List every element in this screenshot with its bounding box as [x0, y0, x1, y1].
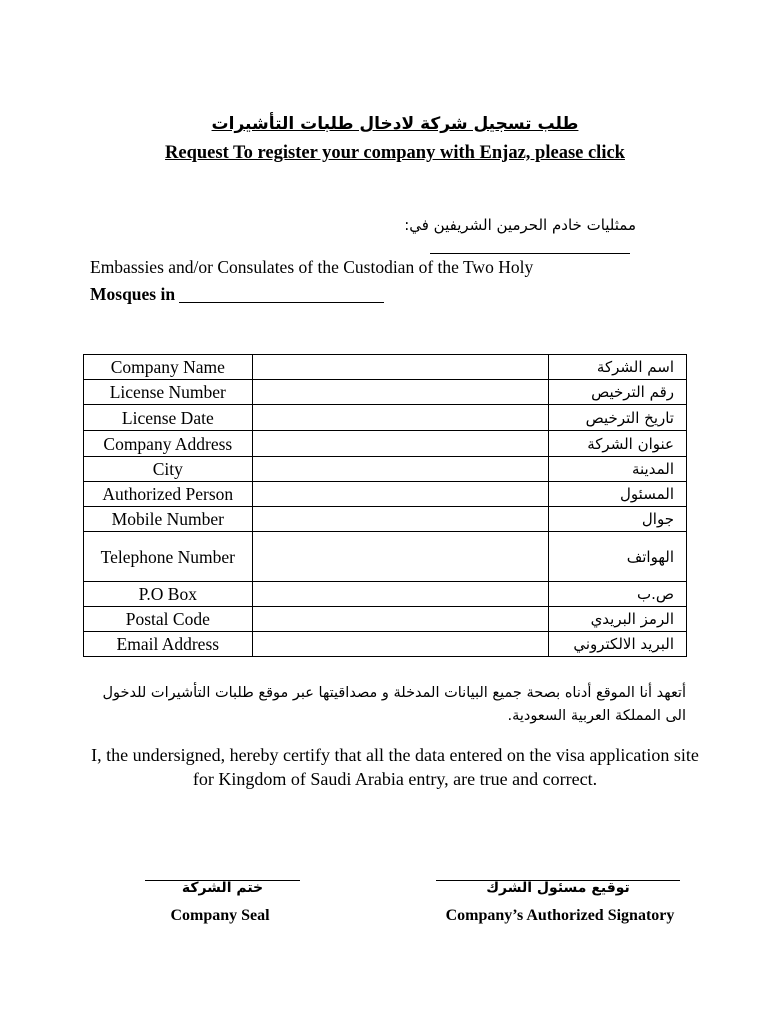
table-row	[84, 632, 687, 657]
row-label-en: P.O Box	[84, 582, 253, 607]
table-row	[84, 457, 687, 482]
certification-arabic: أتعهد أنا الموقع أدناه بصحة جميع البيانات المدخلة و مصداقيتها عبر موقع طلبات التأشيرات للدخول الى المملكة العربية السعودية.	[102, 685, 686, 724]
certification-english: I, the undersigned, hereby certify that all the data entered on the visa application site for Kingdom of Saudi Arabia entry, are true and correct.	[91, 745, 699, 789]
row-value-field[interactable]	[252, 380, 548, 405]
row-value-field[interactable]	[252, 405, 548, 431]
row-label-ar: تاريخ الترخيص	[548, 405, 686, 431]
embassy-arabic-line	[200, 216, 636, 254]
row-label-ar: رقم الترخيص	[548, 380, 686, 405]
table-row	[84, 431, 687, 457]
row-label-en: City	[84, 457, 253, 482]
company-seal-label-ar: ختم الشركة	[181, 880, 264, 896]
embassy-english-line2	[90, 284, 384, 305]
embassy-english-line1: Embassies and/or Consulates of the Custodian of the Two Holy	[90, 257, 534, 277]
row-label-en: Authorized Person	[84, 482, 253, 507]
table-row	[84, 380, 687, 405]
table-row	[84, 507, 687, 532]
row-label-ar: البريد الالكتروني	[548, 632, 686, 657]
title-english: Request To register your company with Enjaz, please click	[165, 143, 625, 163]
embassy-arabic-blank[interactable]	[430, 238, 630, 254]
row-value-field[interactable]	[252, 507, 548, 532]
title-arabic: طلب تسجيل شركة لادخال طلبات التأشيرات	[211, 114, 579, 134]
row-label-en: Company Name	[84, 355, 253, 380]
row-value-field[interactable]	[252, 532, 548, 582]
row-value-field[interactable]	[252, 582, 548, 607]
row-label-ar: ص.ب	[548, 582, 686, 607]
table-row	[84, 355, 687, 380]
row-label-ar: اسم الشركة	[548, 355, 686, 380]
row-value-field[interactable]	[252, 482, 548, 507]
row-label-ar: الهواتف	[548, 532, 686, 582]
row-label-en: Mobile Number	[84, 507, 253, 532]
row-label-en: Postal Code	[84, 607, 253, 632]
table-row	[84, 532, 687, 582]
row-label-ar: الرمز البريدي	[548, 607, 686, 632]
row-value-field[interactable]	[252, 431, 548, 457]
row-label-en: License Date	[84, 405, 253, 431]
row-label-en: Company Address	[84, 431, 253, 457]
row-label-en: Email Address	[84, 632, 253, 657]
row-label-ar: جوال	[548, 507, 686, 532]
authorized-signatory-label-en: Company’s Authorized Signatory	[445, 907, 675, 924]
row-value-field[interactable]	[252, 607, 548, 632]
embassy-arabic-label: ممثليات خادم الحرمين الشريفين في:	[404, 216, 636, 234]
company-seal-label-en: Company Seal	[170, 907, 270, 924]
row-label-ar: المدينة	[548, 457, 686, 482]
row-label-en: Telephone Number	[84, 532, 253, 582]
embassy-english-label: Mosques in	[90, 284, 176, 304]
authorized-signatory-label-ar: توقيع مسئول الشرك	[486, 880, 630, 896]
row-label-ar: المسئول	[548, 482, 686, 507]
row-value-field[interactable]	[252, 632, 548, 657]
table-row	[84, 607, 687, 632]
row-label-en: License Number	[84, 380, 253, 405]
table-row	[84, 405, 687, 431]
row-value-field[interactable]	[252, 457, 548, 482]
table-row	[84, 482, 687, 507]
row-value-field[interactable]	[252, 355, 548, 380]
company-info-table	[83, 354, 687, 657]
row-label-ar: عنوان الشركة	[548, 431, 686, 457]
embassy-english-blank[interactable]	[179, 288, 384, 303]
table-row	[84, 582, 687, 607]
